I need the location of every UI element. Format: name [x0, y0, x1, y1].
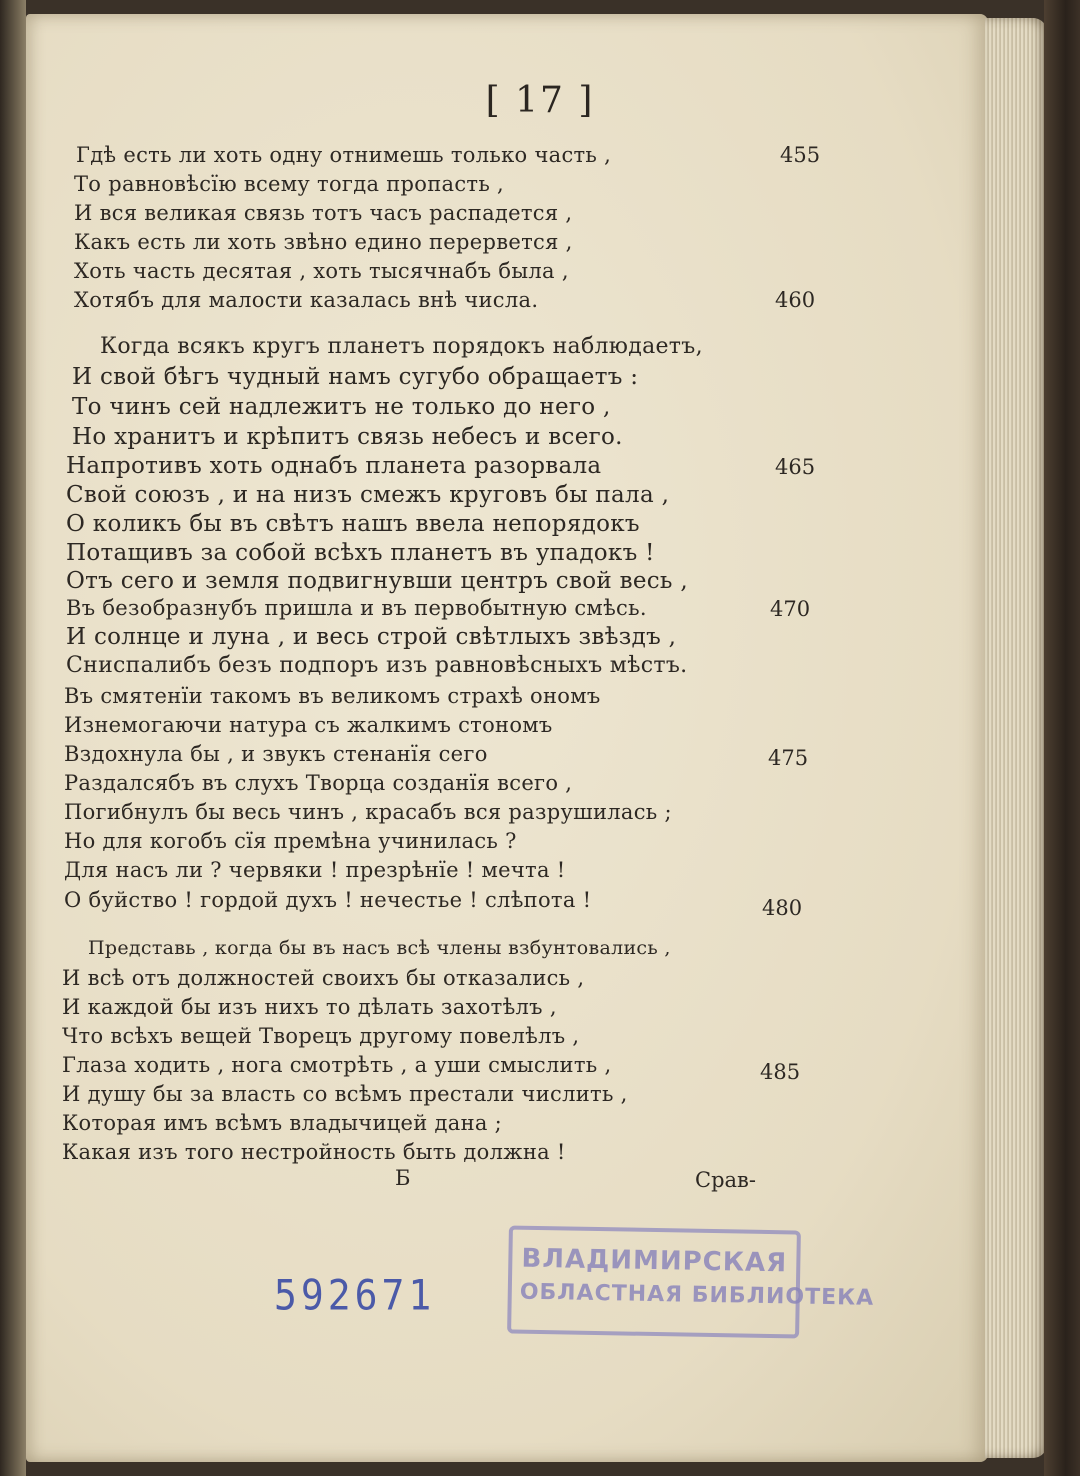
stamp-line-2: ОБЛАСТНАЯ БИБЛИОТЕКА	[519, 1279, 875, 1311]
verse-line: Хоть часть десятая , хоть тысячнабъ была ,	[74, 259, 569, 283]
verse-line: Погибнулъ бы весь чинъ , красабъ вся разрушилась ;	[64, 800, 672, 824]
verse-line: И солнце и луна , и весь строй свѣтлыхъ звѣздъ ,	[66, 624, 677, 650]
verse-line: Какая изъ того нестройность быть должна !	[62, 1140, 566, 1164]
verse-line: Но для когобъ сїя премѣна учинилась ?	[64, 829, 517, 853]
verse-line: Въ безобразнубъ пришла и въ первобытную смѣсь.	[66, 596, 647, 620]
inventory-number-stamp: 592671	[274, 1270, 436, 1320]
verse-line: Вздохнула бы , и звукъ стенанїя сего	[64, 742, 488, 766]
line-number: 485	[760, 1060, 801, 1084]
verse-line: Раздалсябъ въ слухъ Творца созданїя всего ,	[64, 771, 573, 795]
verse-line: Въ смятенїи такомъ въ великомъ страхѣ ономъ	[64, 684, 601, 708]
verse-line: Для насъ ли ? червяки ! презрѣнїе ! мечта !	[64, 858, 566, 882]
verse-line: Когда всякъ кругъ планетъ порядокъ наблюдаетъ,	[100, 334, 703, 359]
verse-line: О буйство ! гордой духъ ! нечестье ! слѣпота !	[64, 888, 592, 912]
line-number: 480	[762, 896, 803, 920]
library-stamp	[507, 1225, 875, 1338]
line-number: 460	[775, 288, 816, 312]
verse-line: О коликъ бы въ свѣтъ нашъ ввела непорядокъ	[66, 511, 640, 537]
line-number: 455	[780, 143, 821, 167]
verse-line: Гдѣ есть ли хоть одну отнимешь только часть ,	[76, 143, 612, 167]
verse-line: То равновѣсїю всему тогда пропасть ,	[74, 172, 504, 196]
line-number: 470	[770, 597, 811, 621]
verse-line: Которая имъ всѣмъ владычицей дана ;	[62, 1111, 503, 1135]
verse-line: Потащивъ за собой всѣхъ планетъ въ упадокъ !	[66, 540, 655, 566]
verse-line: Отъ сего и земля подвигнувши центръ свой весь ,	[66, 568, 688, 594]
signature-mark: Б	[395, 1166, 411, 1190]
page-number: [ 17 ]	[485, 80, 595, 121]
catchword: Срав-	[695, 1168, 756, 1192]
verse-line: Но хранитъ и крѣпитъ связь небесъ и всего.	[72, 424, 623, 450]
line-number: 475	[768, 746, 809, 770]
verse-line: Представь , когда бы въ насъ всѣ члены взбунтовались ,	[88, 937, 671, 959]
line-number: 465	[775, 455, 816, 479]
verse-line: Глаза ходить , нога смотрѣть , а уши смыслить ,	[62, 1053, 612, 1077]
verse-line: Какъ есть ли хоть звѣно едино перервется ,	[74, 230, 573, 254]
verse-line: И всѣ отъ должностей своихъ бы отказались ,	[62, 966, 585, 990]
verse-line: То чинъ сей надлежитъ не только до него ,	[72, 394, 611, 420]
verse-line: Изнемогаючи натура съ жалкимъ стономъ	[64, 713, 553, 737]
verse-line: Хотябъ для малости казалась внѣ числа.	[74, 288, 539, 312]
stamp-line-1: ВЛАДИМИРСКАЯ	[521, 1243, 788, 1279]
verse-line: Напротивъ хоть однабъ планета разорвала	[66, 453, 602, 479]
verse-line: И свой бѣгъ чудный намъ сугубо обращаетъ :	[72, 364, 639, 390]
verse-line: И вся великая связь тотъ часъ распадется ,	[74, 201, 573, 225]
verse-line: Сниспалибъ безъ подпоръ изъ равновѣсныхъ мѣстъ.	[66, 653, 688, 678]
verse-line: И душу бы за власть со всѣмъ престали числить ,	[62, 1082, 628, 1106]
verse-line: Свой союзъ , и на низъ смежъ круговъ бы пала ,	[66, 482, 670, 508]
verse-line: И каждой бы изъ нихъ то дѣлать захотѣлъ ,	[62, 995, 557, 1019]
verse-line: Что всѣхъ вещей Творецъ другому повелѣлъ ,	[62, 1024, 580, 1048]
